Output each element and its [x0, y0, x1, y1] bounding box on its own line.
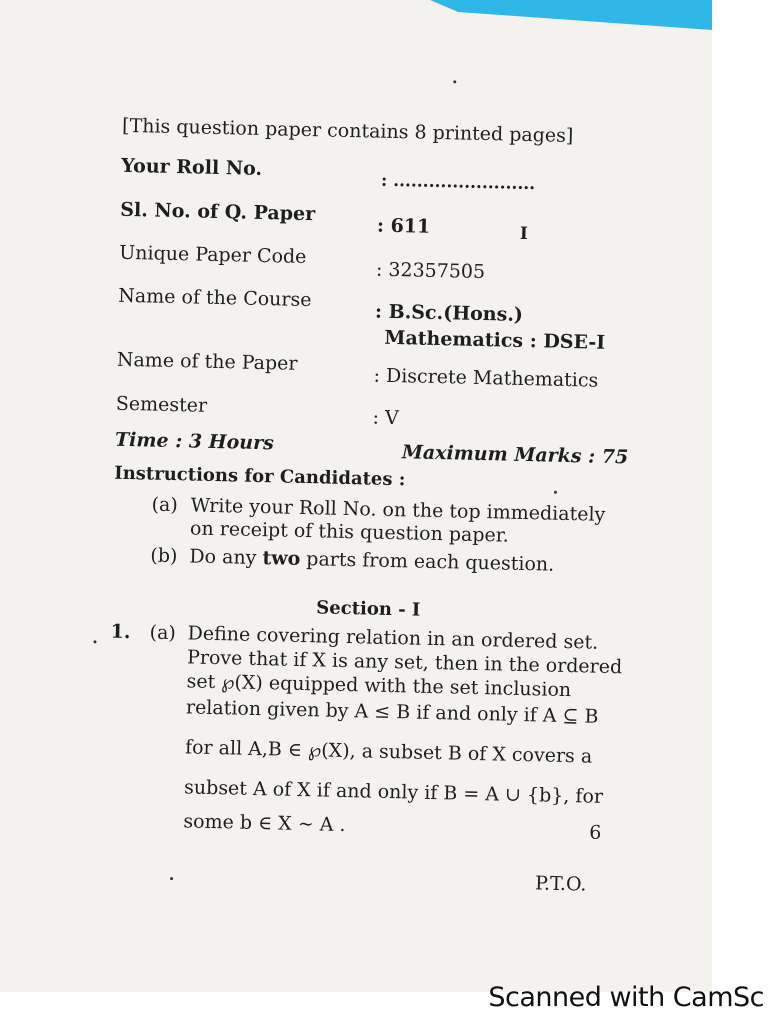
- question-line2: Prove that if X is any set, then in the ordered: [186, 646, 623, 679]
- instruction-a-marker: (a): [151, 493, 178, 517]
- semester-value: : V: [372, 406, 400, 430]
- course-value-line2: Mathematics : DSE-I: [384, 326, 606, 354]
- question-line6: subset A of X if and only if B = A ∪ {b}, for: [183, 776, 604, 808]
- header-note: [This question paper contains 8 printed pages]: [121, 114, 574, 148]
- roll-label: Your Roll No.: [121, 154, 263, 180]
- scanner-watermark: Scanned with CamSc: [488, 982, 764, 1013]
- paper-name-label: Name of the Paper: [116, 348, 298, 375]
- instruction-b-bold: two: [262, 547, 301, 570]
- question-part: (a): [149, 621, 177, 645]
- question-marks: 6: [589, 821, 602, 844]
- roll-value: : ........................: [380, 170, 536, 195]
- slno-suffix: I: [519, 223, 529, 245]
- question-line4: relation given by A ≤ B if and only if A ⊆ B: [185, 696, 599, 728]
- instruction-b-text: [189, 545, 554, 575]
- question-line1: Define covering relation in an ordered set.: [187, 622, 599, 654]
- course-value-line1: : B.Sc.(Hons.): [374, 300, 524, 326]
- please-turn-over: P.T.O.: [534, 872, 587, 896]
- instruction-b-pre: Do any: [189, 545, 263, 570]
- speck-mark: [554, 491, 557, 494]
- speck-mark: [453, 80, 456, 83]
- question-line7: some b ∈ X ~ A .: [183, 810, 346, 837]
- instruction-b-post: parts from each question.: [300, 547, 555, 576]
- paper-name-value: : Discrete Mathematics: [373, 364, 599, 392]
- question-number: 1.: [110, 620, 131, 644]
- section-title: Section - I: [316, 597, 421, 621]
- slno-value: : 611: [376, 214, 431, 238]
- instruction-a-line1: Write your Roll No. on the top immediately: [190, 494, 606, 526]
- slno-label: Sl. No. of Q. Paper: [120, 198, 316, 226]
- speck-mark: [93, 640, 96, 643]
- course-label: Name of the Course: [118, 284, 312, 312]
- instructions-heading: Instructions for Candidates :: [114, 462, 406, 491]
- instruction-b-marker: (b): [150, 544, 178, 568]
- upc-label: Unique Paper Code: [119, 241, 307, 269]
- speck-mark: [170, 877, 173, 880]
- question-line3: set ℘(X) equipped with the set inclusion: [186, 670, 572, 702]
- instruction-a-line2: on receipt of this question paper.: [189, 517, 510, 547]
- upc-value: : 32357505: [375, 258, 486, 284]
- question-line5: for all A,B ∈ ℘(X), a subset B of X covers a: [184, 736, 593, 768]
- time-allowed: Time : 3 Hours: [114, 428, 275, 455]
- semester-label: Semester: [115, 392, 208, 417]
- maximum-marks: Maximum Marks : 75: [401, 441, 629, 469]
